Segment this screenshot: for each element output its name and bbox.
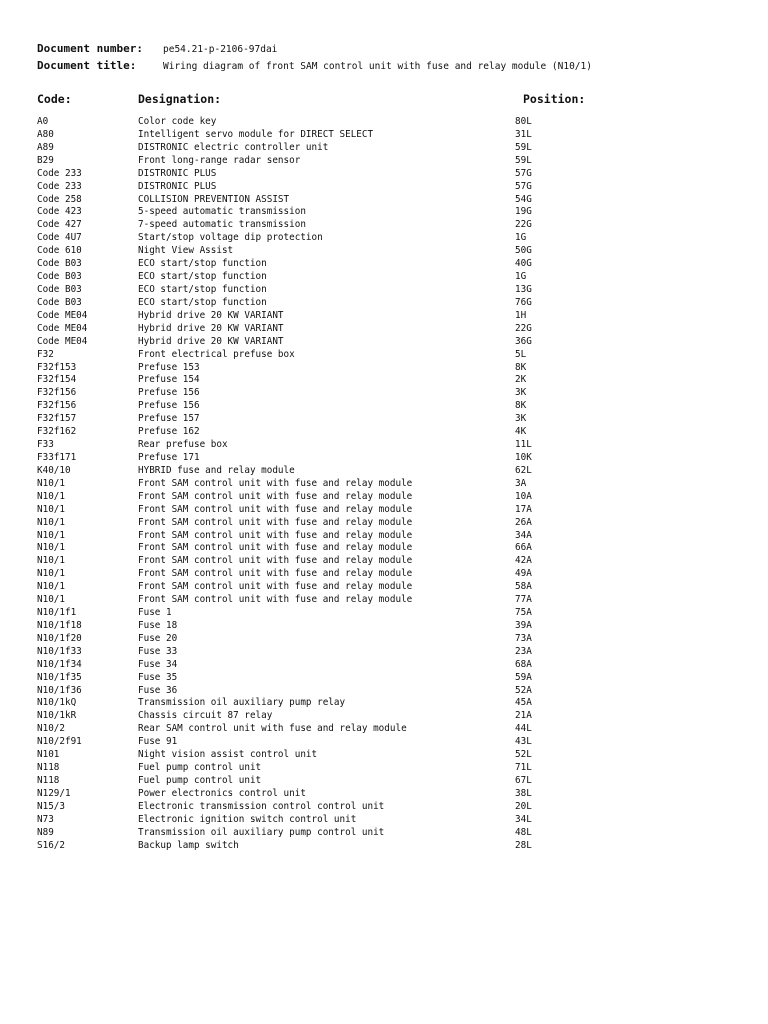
table-row (0, 762, 768, 775)
row-designation: Front SAM control unit with fuse and relay module (138, 477, 413, 489)
row-designation: Color code key (138, 116, 217, 127)
row-designation: Front long-range radar sensor (138, 154, 301, 166)
row-designation: Prefuse 171 (138, 451, 200, 463)
document-number-label: Document number: (37, 42, 143, 55)
row-position: 76G (515, 296, 532, 308)
column-header-position: Position: (523, 92, 586, 106)
row-designation: Intelligent servo module for DIRECT SELECT (138, 128, 374, 140)
row-position: 45A (515, 697, 532, 709)
row-designation: Hybrid drive 20 KW VARIANT (138, 322, 284, 334)
table-row (0, 710, 768, 723)
row-position: 59L (515, 154, 532, 166)
table-row (0, 336, 768, 349)
row-code: F32f156 (37, 400, 77, 412)
row-position: 57G (515, 180, 532, 192)
table-row (0, 465, 768, 478)
row-position: 77A (515, 594, 532, 606)
row-position: 48L (515, 826, 532, 838)
row-designation: Prefuse 154 (138, 374, 200, 386)
row-designation: DISTRONIC PLUS (138, 167, 217, 179)
row-position: 17A (515, 503, 532, 515)
row-code: B29 (37, 154, 54, 166)
row-position: 1G (515, 232, 527, 244)
row-position: 42A (515, 555, 532, 567)
table-row (0, 517, 768, 530)
table-row (0, 155, 768, 168)
row-position: 13G (515, 283, 532, 295)
row-designation: ECO start/stop function (138, 283, 267, 295)
table-row (0, 452, 768, 465)
table-row (0, 491, 768, 504)
row-designation: Front SAM control unit with fuse and relay module (138, 516, 413, 528)
row-code: N118 (37, 775, 60, 787)
row-designation: Front electrical prefuse box (138, 348, 295, 360)
row-designation: Transmission oil auxiliary pump relay (138, 697, 346, 709)
row-designation: ECO start/stop function (138, 258, 267, 270)
legend-table-body (0, 116, 768, 853)
table-row (0, 219, 768, 232)
row-position: 28L (515, 839, 532, 851)
table-row (0, 245, 768, 258)
table-row (0, 646, 768, 659)
row-designation: Hybrid drive 20 KW VARIANT (138, 309, 284, 321)
row-designation: Hybrid drive 20 KW VARIANT (138, 335, 284, 347)
row-designation: Fuse 91 (138, 736, 178, 748)
row-code: Code B03 (37, 271, 82, 283)
row-position: 54G (515, 193, 532, 205)
table-row (0, 723, 768, 736)
table-row (0, 194, 768, 207)
table-row (0, 478, 768, 491)
row-position: 59A (515, 671, 532, 683)
row-designation: Electronic transmission control control unit (138, 800, 385, 812)
table-row (0, 633, 768, 646)
row-code: K40/10 (37, 464, 71, 476)
row-code: N10/1 (37, 568, 65, 580)
row-code: A89 (37, 141, 54, 153)
column-header-designation: Designation: (138, 92, 222, 106)
row-position: 50G (515, 245, 532, 257)
row-position: 10K (515, 451, 532, 463)
row-position: 3K (515, 413, 527, 425)
row-designation: Chassis circuit 87 relay (138, 710, 273, 722)
table-row (0, 775, 768, 788)
table-row (0, 413, 768, 426)
table-row (0, 142, 768, 155)
table-row (0, 400, 768, 413)
row-position: 66A (515, 542, 532, 554)
table-row (0, 736, 768, 749)
row-code: Code 233 (37, 180, 82, 192)
row-designation: Front SAM control unit with fuse and relay module (138, 581, 413, 593)
row-position: 67L (515, 775, 532, 787)
row-code: N10/1 (37, 581, 65, 593)
row-position: 36G (515, 335, 532, 347)
row-code: N10/1f33 (37, 645, 82, 657)
row-code: N101 (37, 749, 60, 761)
row-code: N10/1f20 (37, 632, 82, 644)
row-designation: Front SAM control unit with fuse and relay module (138, 555, 413, 567)
row-designation: Fuel pump control unit (138, 775, 262, 787)
row-code: A0 (37, 116, 49, 127)
row-code: A80 (37, 128, 54, 140)
row-position: 22G (515, 219, 532, 231)
row-code: N10/1 (37, 477, 65, 489)
row-designation: ECO start/stop function (138, 296, 267, 308)
row-designation: Rear SAM control unit with fuse and relay module (138, 723, 407, 735)
row-position: 20L (515, 800, 532, 812)
row-code: F32f162 (37, 426, 77, 438)
row-position: 34A (515, 529, 532, 541)
row-code: F32f154 (37, 374, 77, 386)
row-code: N10/1 (37, 594, 65, 606)
row-position: 75A (515, 607, 532, 619)
table-row (0, 206, 768, 219)
row-position: 62L (515, 464, 532, 476)
row-position: 44L (515, 723, 532, 735)
row-position: 52L (515, 749, 532, 761)
row-position: 19G (515, 206, 532, 218)
row-code: N15/3 (37, 800, 65, 812)
table-row (0, 181, 768, 194)
table-row (0, 374, 768, 387)
row-designation: Fuse 34 (138, 658, 178, 670)
row-position: 21A (515, 710, 532, 722)
row-position: 31L (515, 128, 532, 140)
table-row (0, 594, 768, 607)
row-code: N10/1 (37, 542, 65, 554)
row-code: F32f157 (37, 413, 77, 425)
table-row (0, 581, 768, 594)
document-title-label: Document title: (37, 59, 137, 72)
table-row (0, 426, 768, 439)
row-code: N10/1kQ (37, 697, 77, 709)
row-designation: Prefuse 162 (138, 426, 200, 438)
row-designation: Fuse 33 (138, 645, 178, 657)
row-designation: Fuel pump control unit (138, 762, 262, 774)
row-code: N10/1f36 (37, 684, 82, 696)
row-position: 22G (515, 322, 532, 334)
row-designation: Front SAM control unit with fuse and relay module (138, 503, 413, 515)
row-code: N10/1 (37, 529, 65, 541)
row-designation: Prefuse 156 (138, 387, 200, 399)
row-code: N10/1f18 (37, 619, 82, 631)
row-designation: 5-speed automatic transmission (138, 206, 306, 218)
table-row (0, 168, 768, 181)
table-row (0, 258, 768, 271)
row-position: 52A (515, 684, 532, 696)
row-position: 1H (515, 309, 527, 321)
row-designation: COLLISION PREVENTION ASSIST (138, 193, 290, 205)
row-designation: Front SAM control unit with fuse and relay module (138, 542, 413, 554)
row-code: N10/1f1 (37, 607, 77, 619)
row-designation: Front SAM control unit with fuse and relay module (138, 490, 413, 502)
row-designation: HYBRID fuse and relay module (138, 464, 295, 476)
document-title-row (37, 59, 592, 72)
row-code: N118 (37, 762, 60, 774)
row-position: 5L (515, 348, 527, 360)
row-position: 4K (515, 426, 527, 438)
row-code: Code 423 (37, 206, 82, 218)
table-row (0, 297, 768, 310)
row-designation: Fuse 35 (138, 671, 178, 683)
row-designation: Front SAM control unit with fuse and relay module (138, 568, 413, 580)
row-position: 73A (515, 632, 532, 644)
row-position: 1G (515, 271, 527, 283)
row-code: F33f171 (37, 451, 77, 463)
table-row (0, 362, 768, 375)
row-designation: Start/stop voltage dip protection (138, 232, 323, 244)
row-designation: Rear prefuse box (138, 439, 228, 451)
row-position: 11L (515, 439, 532, 451)
table-row (0, 284, 768, 297)
table-row (0, 530, 768, 543)
row-code: Code B03 (37, 296, 82, 308)
column-header-code: Code: (37, 92, 72, 106)
table-row (0, 129, 768, 142)
table-row (0, 555, 768, 568)
row-designation: Prefuse 153 (138, 361, 200, 373)
row-code: N10/2f91 (37, 736, 82, 748)
row-position: 8K (515, 361, 527, 373)
row-code: F32f153 (37, 361, 77, 373)
row-code: Code B03 (37, 258, 82, 270)
row-designation: Fuse 1 (138, 607, 172, 619)
row-position: 57G (515, 167, 532, 179)
row-position: 23A (515, 645, 532, 657)
row-designation: Night View Assist (138, 245, 234, 257)
row-code: N10/1kR (37, 710, 77, 722)
row-code: N10/1 (37, 490, 65, 502)
table-row (0, 349, 768, 362)
row-designation: Night vision assist control unit (138, 749, 318, 761)
row-code: Code 4U7 (37, 232, 82, 244)
table-row (0, 788, 768, 801)
table-row (0, 659, 768, 672)
row-position: 2K (515, 374, 527, 386)
table-row (0, 840, 768, 853)
row-position: 26A (515, 516, 532, 528)
row-position: 49A (515, 568, 532, 580)
row-code: F32f156 (37, 387, 77, 399)
row-code: N10/1 (37, 516, 65, 528)
table-row (0, 542, 768, 555)
row-code: F33 (37, 439, 54, 451)
row-position: 3K (515, 387, 527, 399)
document-title-value: Wiring diagram of front SAM control unit with fuse and relay module (N10/1) (163, 61, 592, 72)
table-row (0, 568, 768, 581)
row-position: 80L (515, 116, 532, 127)
row-code: Code 427 (37, 219, 82, 231)
row-designation: Front SAM control unit with fuse and relay module (138, 594, 413, 606)
table-row (0, 310, 768, 323)
row-position: 58A (515, 581, 532, 593)
table-row (0, 685, 768, 698)
table-row (0, 749, 768, 762)
document-number-row (37, 42, 277, 55)
table-row (0, 439, 768, 452)
row-code: F32 (37, 348, 54, 360)
row-code: N129/1 (37, 787, 71, 799)
row-designation: Transmission oil auxiliary pump control unit (138, 826, 385, 838)
row-designation: Prefuse 157 (138, 413, 200, 425)
row-code: N10/1 (37, 555, 65, 567)
row-code: S16/2 (37, 839, 65, 851)
row-code: N10/1 (37, 503, 65, 515)
row-designation: Front SAM control unit with fuse and relay module (138, 529, 413, 541)
row-code: Code B03 (37, 283, 82, 295)
table-row (0, 672, 768, 685)
row-code: N89 (37, 826, 54, 838)
row-designation: Fuse 18 (138, 619, 178, 631)
row-designation: Fuse 20 (138, 632, 178, 644)
row-position: 59L (515, 141, 532, 153)
row-position: 39A (515, 619, 532, 631)
row-position: 10A (515, 490, 532, 502)
row-designation: Electronic ignition switch control unit (138, 813, 357, 825)
row-code: Code 233 (37, 167, 82, 179)
table-row (0, 697, 768, 710)
table-row (0, 620, 768, 633)
row-position: 68A (515, 658, 532, 670)
table-row (0, 504, 768, 517)
document-number-value: pe54.21-p-2106-97dai (163, 44, 278, 55)
row-code: Code 258 (37, 193, 82, 205)
row-code: Code 610 (37, 245, 82, 257)
row-designation: Prefuse 156 (138, 400, 200, 412)
row-code: Code ME04 (37, 309, 88, 321)
row-position: 3A (515, 477, 527, 489)
row-designation: ECO start/stop function (138, 271, 267, 283)
row-code: N73 (37, 813, 54, 825)
row-position: 71L (515, 762, 532, 774)
row-designation: DISTRONIC electric controller unit (138, 141, 329, 153)
row-position: 40G (515, 258, 532, 270)
table-row (0, 801, 768, 814)
row-position: 38L (515, 787, 532, 799)
row-code: Code ME04 (37, 322, 88, 334)
row-designation: 7-speed automatic transmission (138, 219, 306, 231)
table-row (0, 271, 768, 284)
row-code: Code ME04 (37, 335, 88, 347)
row-designation: Power electronics control unit (138, 787, 306, 799)
table-row (0, 232, 768, 245)
row-designation: Backup lamp switch (138, 839, 239, 851)
row-position: 34L (515, 813, 532, 825)
row-designation: Fuse 36 (138, 684, 178, 696)
table-row (0, 387, 768, 400)
row-designation: DISTRONIC PLUS (138, 180, 217, 192)
row-position: 43L (515, 736, 532, 748)
table-row (0, 814, 768, 827)
table-row (0, 116, 768, 129)
row-position: 8K (515, 400, 527, 412)
row-code: N10/1f35 (37, 671, 82, 683)
row-code: N10/2 (37, 723, 65, 735)
row-code: N10/1f34 (37, 658, 82, 670)
table-row (0, 827, 768, 840)
table-row (0, 323, 768, 336)
table-row (0, 607, 768, 620)
